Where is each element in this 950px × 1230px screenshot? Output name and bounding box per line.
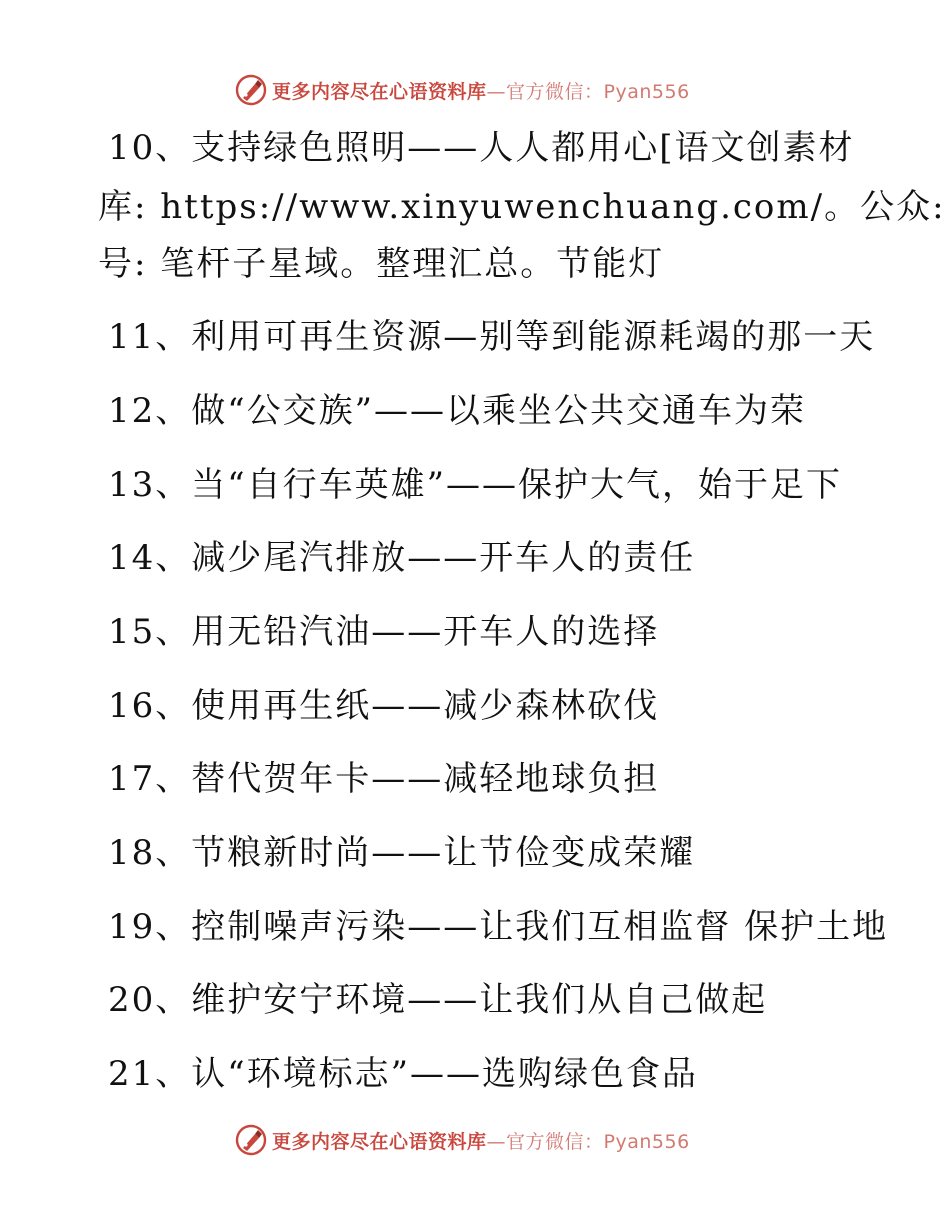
text-line: 11、利用可再生资源—别等到能源耗竭的那一天 [108, 317, 876, 357]
header-banner-primary: 更多内容尽在心语资料库 [272, 80, 487, 103]
text-line: 12、做“公交族”——以乘坐公共交通车为荣 [108, 391, 807, 431]
pen-logo-icon [234, 1123, 268, 1157]
text-line: 10、支持绿色照明——人人都用心[语文创素材 [108, 128, 855, 168]
footer-banner-primary: 更多内容尽在心语资料库 [272, 1130, 487, 1153]
header-banner [234, 72, 690, 108]
text-line: 18、节粮新时尚——让节俭变成荣耀 [108, 833, 696, 873]
text-line: 21、认“环境标志”——选购绿色食品 [108, 1054, 699, 1094]
text-line: 库: https://www.xinyuwenchuang.com/。公众: [98, 187, 946, 227]
header-banner-secondary: —官方微信：Pyan556 [486, 80, 690, 103]
text-line: 19、控制噪声污染——让我们互相监督 保护土地 [108, 907, 889, 947]
footer-banner-secondary: —官方微信：Pyan556 [486, 1130, 690, 1153]
header-banner-text [272, 77, 690, 104]
text-line: 17、替代贺年卡——减轻地球负担 [108, 759, 660, 799]
text-line: 16、使用再生纸——减少森林砍伐 [108, 686, 660, 726]
text-line: 15、用无铅汽油——开车人的选择 [108, 612, 660, 652]
footer-banner-text [272, 1127, 690, 1154]
text-line: 13、当“自行车英雄”——保护大气，始于足下 [108, 465, 843, 505]
text-line: 号: 笔杆子星域。整理汇总。节能灯 [98, 244, 665, 284]
text-line: 14、减少尾汽排放——开车人的责任 [108, 538, 696, 578]
text-line: 20、维护安宁环境——让我们从自己做起 [108, 980, 768, 1020]
footer-banner [234, 1122, 690, 1158]
pen-logo-icon [234, 73, 268, 107]
